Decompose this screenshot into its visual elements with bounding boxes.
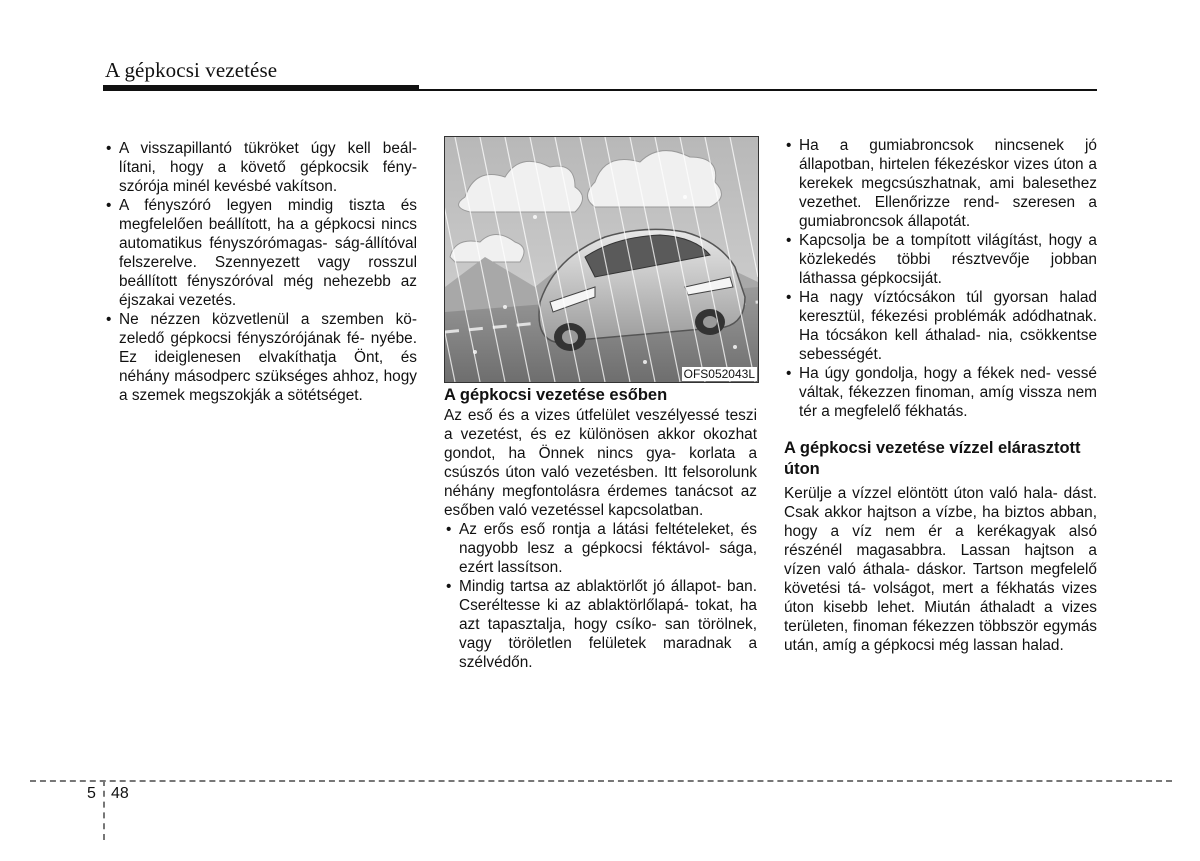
section-body: Kerülje a vízzel elöntött úton való hala- dást. Csak akkor hajtson a vízbe, ha biztos abban, hogy a víz nem ér a kerékagyak alsó részénél magasabbra. Lassan hajtson a vízen való áthala- dáskor. Tartson megfelelő követési tá- volságot, mert a fékhatás vizes úton kisebb lehet. Miután áthaladt a vizes területen, finoman fékezzen többször egymás után, amíg a gépkocsi még lassan halad. (784, 485, 1097, 654)
list-item: • Ha úgy gondolja, hogy a fékek ned- vessé váltak, fékezzen finoman, amíg vissza nem tér a megfelelő fékhatás. (784, 364, 1097, 421)
running-header: A gépkocsi vezetése (105, 58, 278, 82)
header-rule-thin (419, 89, 1097, 91)
bullet-list (444, 520, 757, 672)
list-item: • Ne nézzen közvetlenül a szemben kö- zeledő gépkocsi fényszórójának fé- nyébe. Ez ideiglenesen elvakíthatja Önt, és néhány másodperc szükséges ahhoz, hogy a szemek megszokják a sötétséget. (104, 310, 417, 405)
section-heading-flooded: A gépkocsi vezetése vízzel elárasztott úton (784, 439, 1081, 478)
page-number: 48 (111, 785, 129, 802)
list-item: • Mindig tartsa az ablaktörlőt jó állapot- ban. Cseréltesse ki az ablaktörlőlapá- tokat, ha azt tapasztalja, hogy csíko- san törölnek, vagy töröletlen felületek maradnak a szélvédőn. (444, 577, 757, 672)
list-item: • Ha nagy víztócsákon túl gyorsan halad keresztül, fékezési problémák adódhatnak. Ha tócsákon kell áthalad- nia, csökkentse sebességét. (784, 288, 1097, 364)
section-heading-rain: A gépkocsi vezetése esőben (444, 386, 668, 404)
list-item: • Kapcsolja be a tompított világítást, hogy a közlekedés többi résztvevője jobban láthassa gépkocsiját. (784, 231, 1097, 288)
column-right (784, 136, 1097, 655)
rain-driving-illustration (444, 136, 759, 383)
footer-dashed-divider (103, 780, 105, 840)
section-intro: Az eső és a vizes útfelület veszélyessé teszi a vezetést, és ez különösen akkor okozhat gondot, ha Önnek nincs gya- korlata a csúszós úton való vezetésben. Itt felsorolunk néhány megfontolásra érdemes tanácsot az esőben való vezetéssel kapcsolatban. (444, 407, 757, 519)
list-item: • Az erős eső rontja a látási feltételeket, és nagyobb lesz a gépkocsi féktávol- sága, ezért lassítson. (444, 520, 757, 577)
bullet-list (784, 136, 1097, 421)
list-item: • Ha a gumiabroncsok nincsenek jó állapotban, hirtelen fékezéskor vizes úton a kerekek megcsúszhatnak, ami balesethez vezethet. Ellenőrizze rend- szeresen a gumiabroncsok állapotát. (784, 136, 1097, 231)
chapter-number: 5 (87, 785, 96, 802)
figure-code: OFS052043L (683, 367, 755, 381)
list-item: • A fényszóró legyen mindig tiszta és megfelelően beállított, ha a gépkocsi nincs automatikus fényszórómagas- ság-állítóval felszerelve. Szennyezett vagy rosszul beállított fényszóróval még nehezebb az éjszakai vezetés. (104, 196, 417, 310)
list-item: • A visszapillantó tükröket úgy kell beál- lítani, hogy a követő gépkocsik fény- szórója minél kevésbé vakítson. (104, 139, 417, 196)
bullet-list (104, 139, 417, 405)
footer-dashed-rule (30, 780, 1172, 782)
column-middle (444, 385, 757, 672)
car-in-rain-image (445, 137, 758, 382)
column-left (104, 139, 417, 405)
header-rule-thick (103, 85, 419, 91)
